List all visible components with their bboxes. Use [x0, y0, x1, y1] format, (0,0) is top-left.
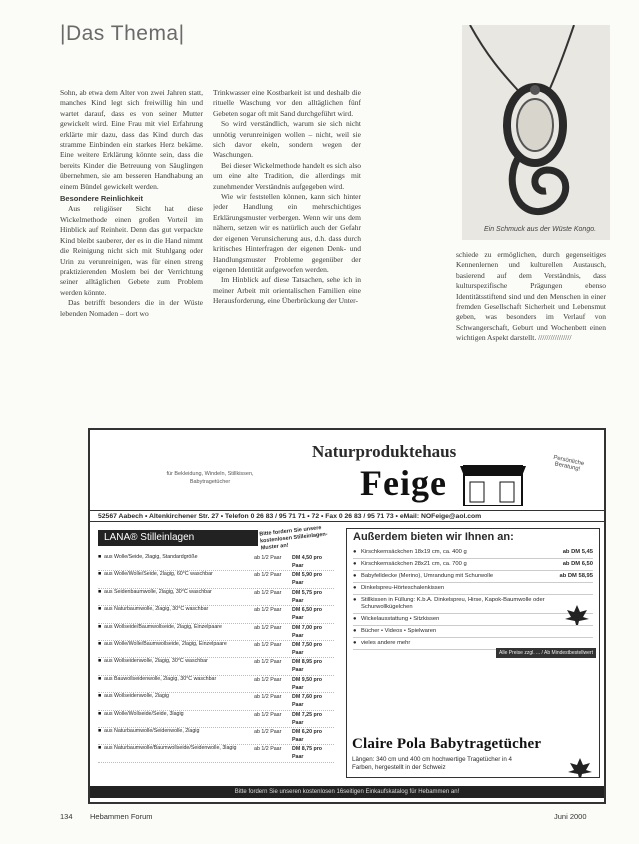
offer-row: ● Dinkelspreu-Hörteschalenkissen [353, 583, 593, 595]
bullet-icon: ■ [98, 727, 102, 734]
paragraph: Bei dieser Wickelmethode handelt es sich also um eine alte Tradition, die allerdings mit zunehmender Verständnis aufgegeben wird. [213, 160, 361, 191]
text-column-1 [60, 88, 203, 404]
bullet-icon: ■ [98, 554, 102, 560]
bullet-icon: ■ [98, 658, 102, 665]
bullet-icon: ● [353, 585, 357, 591]
product-row: ■ aus Wolle/Seide, 2lagig, Standardgröße ab 1/2 Paar DM 4,50 pro Paar [98, 554, 334, 571]
product-row: ■ aus Naturbaumwolle/Baumwollseide/Seidenwolle, 3lagig ab 1/2 Paar DM 8,75 pro Paar [98, 745, 334, 762]
paragraph: Das betrifft besonders die in der Wüste lebenden Nomaden – dort wo [60, 298, 203, 318]
ad-sample-note: Bitte fordern Sie unsere kostenlosen Stilleinlagen-Muster an! [259, 525, 328, 552]
ad-star-badge: Persönliche Beratung! [552, 454, 585, 473]
subheading: Besondere Reinlichkeit [60, 194, 143, 204]
paragraph: Trinkwasser eine Kostbarkeit ist und deshalb die rituelle Waschung vor den alltäglichen fünf Gebeten sogar oft mit Sand durchgeführt wird. [213, 88, 361, 118]
bullet-icon: ■ [98, 571, 102, 578]
bullet-icon: ■ [98, 745, 102, 752]
maple-leaf-icon [568, 758, 592, 778]
section-title: |Das Thema| [60, 22, 185, 45]
jewelry-photo [462, 25, 610, 240]
product-row: ■ aus Naturbaumwolle/Seidenwolle, 2lagig ab 1/2 Paar DM 6,20 pro Paar [98, 728, 334, 745]
product-row: ■ aus Wolle/Wolle/Baumwollseide, 2lagig, Einzelpaare ab 1/2 Paar DM 7,50 pro Paar [98, 641, 334, 658]
necklace-image [462, 25, 610, 240]
bullet-icon: ● [353, 597, 357, 603]
bullet-icon: ● [353, 616, 357, 622]
paragraph: Im Hinblick auf diese Tatsachen, sehe ich in meiner Arbeit mit orientalischen Familien eine Herausforderung, eine Überbrückung der Unter- [213, 275, 361, 306]
bullet-icon: ● [353, 561, 357, 567]
offer-row: ● Babyfelldecke (Merino), Umrandung mit Schurwolle ab DM 58,95 [353, 571, 593, 583]
bullet-icon: ■ [98, 623, 102, 630]
offer-row: ● Bücher • Videos • Spielwaren [353, 626, 593, 638]
text-column-3 [456, 250, 606, 400]
ad-small-text: für Bekleidung, Windeln, Stillkissen, Babytragetücher [166, 471, 254, 485]
product-row: ■ aus Naturbaumwolle, 2lagig, 30°C waschbar ab 1/2 Paar DM 6,50 pro Paar [98, 606, 334, 623]
advertisement [88, 428, 606, 804]
offer-row: ● Kirschkernsäckchen 28x21 cm, ca. 700 g ab DM 6,50 [353, 559, 593, 571]
issue-date: Juni 2000 [554, 812, 587, 821]
product-row: ■ aus Wollseidenwolle, 2lagig, 30°C waschbar ab 1/2 Paar DM 8,95 pro Paar [98, 658, 334, 675]
paragraph: Aus religiöser Sicht hat diese Wickelmethode einen großen Vorteil im Hinblick auf Reinheit. Denn das gut verpackte Kind bleibt sauberer, der es in die Hand nimmt die Reinigung nicht sich mit Stuhlgang oder Urin zu verunreinigen, was für einen streng praktizierenden Moslem bei der Verrichtung seiner alltäglichen Gebete zum Problem werden könnte. [60, 204, 203, 297]
offer-row: ● Stillkissen in Füllung: K.b.A. Dinkelspreu, Hirse, Kapok-Baumwolle oder Schurwollkügelchen [353, 595, 593, 614]
ad-pola-title: Claire Pola Babytragetücher [352, 736, 542, 752]
ad-pola-description: Längen: 340 cm und 400 cm hochwertige Tragetücher in 4 Farben, hergestellt in der Schweiz [352, 756, 512, 771]
product-row: ■ aus Wollseidenwolle, 2lagig ab 1/2 Paar DM 7,60 pro Paar [98, 693, 334, 710]
product-row: ■ aus Wolle/Wolle/Seide, 2lagig, 60°C waschbar ab 1/2 Paar DM 5,90 pro Paar [98, 571, 334, 588]
paragraph: Sohn, ab etwa dem Alter von zwei Jahren statt, manches Kind legt sich freiwillig hin und wartet darauf, dass es von seiner Mutter gewickelt wird. Eine Frau mit viel Erfahrung erklärte mir dazu, dass das Kind durch das stramme Einbinden ein starkes Herz bekäme. Eine weitere Erklärung könnte sein, dass die bereits Kinder die Betreuung von Säuglingen übernehmen, sie am besseren Handhabung an einem Bündel gewickelt werden. [60, 88, 203, 191]
paragraph: So wird verständlich, warum sie sich nicht unnötig verunreinigen wollen – nicht, weil sie sich davor ekeln, sondern wegen der Waschungen. [213, 119, 361, 160]
ad-catalog-bar: Bitte fordern Sie unseren kostenlosen 16seitigen Einkaufskatalog für Hebammen an! [90, 786, 604, 798]
product-row: ■ aus Seidenbaumwolle, 2lagig, 30°C waschbar ab 1/2 Paar DM 5,75 pro Paar [98, 589, 334, 606]
ad-offers-list [353, 547, 593, 650]
bullet-icon: ● [353, 573, 357, 579]
shop-awning-icon [460, 458, 526, 506]
ad-address-bar: 52567 Aabech • Altenkirchener Str. 27 • Telefon 0 26 83 / 95 71 71 • 72 • Fax 0 26 83 / 95 71 73 • eMail: NOFeige@aol.com [90, 510, 604, 522]
product-row: ■ aus Wolle/Wollseide/Seide, 3lagig ab 1/2 Paar DM 7,25 pro Paar [98, 711, 334, 728]
ad-brand-main: Feige [360, 463, 447, 503]
bullet-icon: ■ [98, 588, 102, 595]
ad-stilleinlagen-header: LANA® Stilleinlagen [98, 530, 258, 546]
offer-row: ● vieles andere mehr [353, 638, 593, 650]
ad-brand-top: Naturproduktehaus [312, 442, 457, 461]
photo-caption: Ein Schmuck aus der Wüste Kongo. [484, 226, 597, 233]
product-row: ■ aus Wollseide/Baumwollseide, 2lagig, Einzelpaare ab 1/2 Paar DM 7,00 pro Paar [98, 624, 334, 641]
bullet-icon: ■ [98, 640, 102, 647]
ad-price-note: Alle Preise zzgl. ... / Ab Mindestbestellwert [496, 648, 596, 658]
paragraph: schiede zu ermöglichen, durch gegenseitiges Kennenlernen und kulturellen Austausch, basierend auf dem Verständnis, dass kulturspezifische Prägungen ebenso Identitätsstiftend sind und den Menschen in einer fremden Gesellschaft Sicherheit und Lebensmut geben, was besonders im Verlauf von Schwangerschaft, Geburt und Wochenbett einen wichtigen Aspekt darstellt. //////////////// [456, 250, 606, 343]
bullet-icon: ■ [98, 606, 102, 613]
offer-row: ● Wickelausstattung • Sitzkissen [353, 614, 593, 626]
magazine-name: Hebammen Forum [90, 812, 153, 821]
bullet-icon: ● [353, 549, 357, 555]
bullet-icon: ■ [98, 675, 102, 682]
text-column-2 [213, 88, 361, 404]
bullet-icon: ■ [98, 710, 102, 717]
page-number: 134 [60, 812, 73, 821]
maple-leaf-icon [565, 605, 589, 625]
ad-logo [360, 456, 528, 508]
bullet-icon: ● [353, 628, 357, 634]
ad-product-list [98, 554, 334, 763]
paragraph: Wie wir feststellen können, kann sich hinter jeder Handlung ein mehrschichtiges Erklärungsmuster verbergen. Wenn wir uns dem nähern, setzen wir es natürlich auch der Gefahr der eigenen Verunsicherung aus, d.h. dass durch kritisches Hinterfragen der eigenen Denk- und Handlungsmuster Probleme gegenüber der eigenen Identität aufgeworfen werden. [213, 192, 361, 274]
offer-row: ● Kirschkernsäckchen 18x19 cm, ca. 400 g ab DM 5,45 [353, 547, 593, 559]
product-row: ■ aus Bauwollseidenwolle, 2lagig, 30°C waschbar ab 1/2 Paar DM 9,50 pro Paar [98, 676, 334, 693]
bullet-icon: ● [353, 640, 357, 646]
bullet-icon: ■ [98, 693, 102, 700]
ad-offers-heading: Außerdem bieten wir Ihnen an: [353, 531, 514, 543]
